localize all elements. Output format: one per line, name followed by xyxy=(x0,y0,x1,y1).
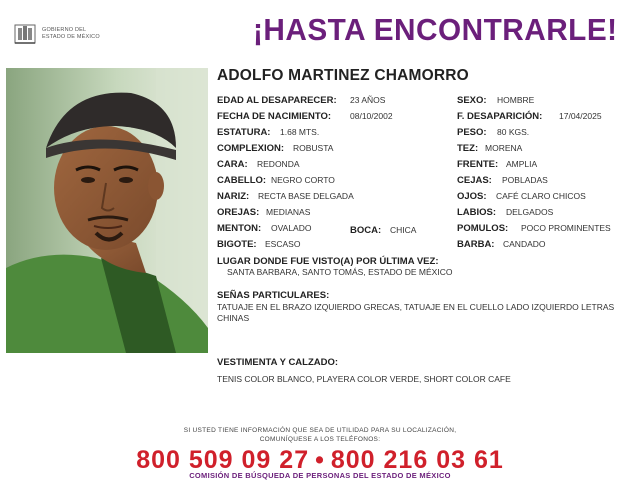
field-cejas-value: POBLADAS xyxy=(502,175,548,185)
government-logo xyxy=(12,20,122,48)
phone-number-1[interactable]: 800 509 09 27 xyxy=(136,446,310,474)
phone-number-2[interactable]: 800 216 03 61 xyxy=(330,446,504,474)
field-estatura-value: 1.68 MTS. xyxy=(280,127,320,137)
field-cabello-value: NEGRO CORTO xyxy=(271,175,335,185)
field-menton xyxy=(217,223,312,234)
field-frente xyxy=(457,159,538,170)
field-pomulos xyxy=(457,223,611,234)
distinctive-marks-text: TATUAJE EN EL BRAZO IZQUIERDO GRECAS, TATUAJE EN EL CUELLO LADO IZQUIERDO LETRAS CHINAS xyxy=(217,302,615,323)
field-complexion xyxy=(217,143,334,154)
field-nariz-label: NARIZ: xyxy=(217,191,250,202)
field-edad-label: EDAD AL DESAPARECER: xyxy=(217,95,337,106)
field-sexo-value: HOMBRE xyxy=(497,95,535,105)
field-peso xyxy=(457,127,530,138)
person-name: ADOLFO MARTINEZ CHAMORRO xyxy=(217,67,469,84)
field-frente-label: FRENTE: xyxy=(457,159,499,170)
field-fecha-desaparicion xyxy=(457,111,602,122)
field-peso-label: PESO: xyxy=(457,127,487,138)
field-complexion-label: COMPLEXION: xyxy=(217,143,285,154)
field-ojos-label: OJOS: xyxy=(457,191,487,202)
field-boca-value: CHICA xyxy=(390,225,417,235)
field-fecha-desaparicion-label: F. DESAPARICIÓN: xyxy=(457,111,543,122)
field-nacimiento xyxy=(217,111,393,122)
field-cara-label: CARA: xyxy=(217,159,248,170)
field-sexo xyxy=(457,95,535,106)
page-banner: ¡HASTA ENCONTRARLE! xyxy=(253,12,618,47)
field-cara xyxy=(217,159,300,170)
distinctive-marks-title: SEÑAS PARTICULARES: xyxy=(217,290,330,301)
field-peso-value: 80 KGS. xyxy=(497,127,530,137)
field-labios-value: DELGADOS xyxy=(506,207,554,217)
field-estatura-label: ESTATURA: xyxy=(217,127,271,138)
last-seen-title: LUGAR DONDE FUE VISTO(A) POR ÚLTIMA VEZ: xyxy=(217,256,439,267)
field-cabello-label: CABELLO: xyxy=(217,175,267,186)
field-cejas-label: CEJAS: xyxy=(457,175,492,186)
field-estatura xyxy=(217,127,320,138)
field-nariz xyxy=(217,191,354,202)
phone-separator: • xyxy=(315,446,325,474)
field-nacimiento-value: 08/10/2002 xyxy=(350,111,393,121)
field-cabello xyxy=(217,175,335,186)
field-edad-value: 23 AÑOS xyxy=(350,95,386,105)
field-sexo-label: SEXO: xyxy=(457,95,487,106)
commission-name: COMISIÓN DE BÚSQUEDA DE PERSONAS DEL ESTADO DE MÉXICO xyxy=(189,471,451,480)
gov-line-2: ESTADO DE MÉXICO xyxy=(42,34,100,40)
field-labios xyxy=(457,207,554,218)
field-bigote-label: BIGOTE: xyxy=(217,239,257,250)
field-tez-value: MORENA xyxy=(485,143,523,153)
clothing-title: VESTIMENTA Y CALZADO: xyxy=(217,357,339,368)
field-barba xyxy=(457,239,546,250)
field-pomulos-value: POCO PROMINENTES xyxy=(521,223,611,233)
field-ojos xyxy=(457,191,586,202)
person-photo xyxy=(6,68,208,353)
person-photo-image xyxy=(6,68,208,353)
field-ojos-value: CAFÉ CLARO CHICOS xyxy=(496,191,586,201)
field-edad xyxy=(217,95,386,106)
field-barba-label: BARBA: xyxy=(457,239,495,250)
field-tez xyxy=(457,143,523,154)
field-complexion-value: ROBUSTA xyxy=(293,143,334,153)
contact-note xyxy=(0,426,640,444)
contact-note-line-1: SI USTED TIENE INFORMACIÓN QUE SEA DE UTILIDAD PARA SU LOCALIZACIÓN, xyxy=(183,427,457,434)
field-bigote-value: ESCASO xyxy=(265,239,301,249)
field-orejas xyxy=(217,207,311,218)
field-pomulos-label: POMULOS: xyxy=(457,223,509,234)
state-emblem-icon xyxy=(12,21,38,47)
field-boca-label: BOCA: xyxy=(350,225,382,236)
field-tez-label: TEZ: xyxy=(457,143,479,154)
field-nariz-value: RECTA BASE DELGADA xyxy=(258,191,354,201)
gov-line-1: GOBIERNO DEL xyxy=(42,27,87,33)
field-menton-label: MENTON: xyxy=(217,223,262,234)
field-nacimiento-label: FECHA DE NACIMIENTO: xyxy=(217,111,331,122)
field-boca xyxy=(350,225,417,236)
field-frente-value: AMPLIA xyxy=(506,159,538,169)
field-bigote xyxy=(217,239,301,250)
field-orejas-label: OREJAS: xyxy=(217,207,260,218)
clothing-text: TENIS COLOR BLANCO, PLAYERA COLOR VERDE, SHORT COLOR CAFE xyxy=(217,374,511,384)
last-seen-text: SANTA BARBARA, SANTO TOMÁS, ESTADO DE MÉXICO xyxy=(227,267,453,277)
field-fecha-desaparicion-value: 17/04/2025 xyxy=(559,111,602,121)
field-labios-label: LABIOS: xyxy=(457,207,497,218)
contact-note-line-2: COMUNÍQUESE A LOS TELÉFONOS: xyxy=(259,436,381,443)
field-barba-value: CANDADO xyxy=(503,239,546,249)
field-cara-value: REDONDA xyxy=(257,159,300,169)
government-name xyxy=(42,27,100,41)
field-menton-value: OVALADO xyxy=(271,223,312,233)
field-orejas-value: MEDIANAS xyxy=(266,207,311,217)
field-cejas xyxy=(457,175,548,186)
